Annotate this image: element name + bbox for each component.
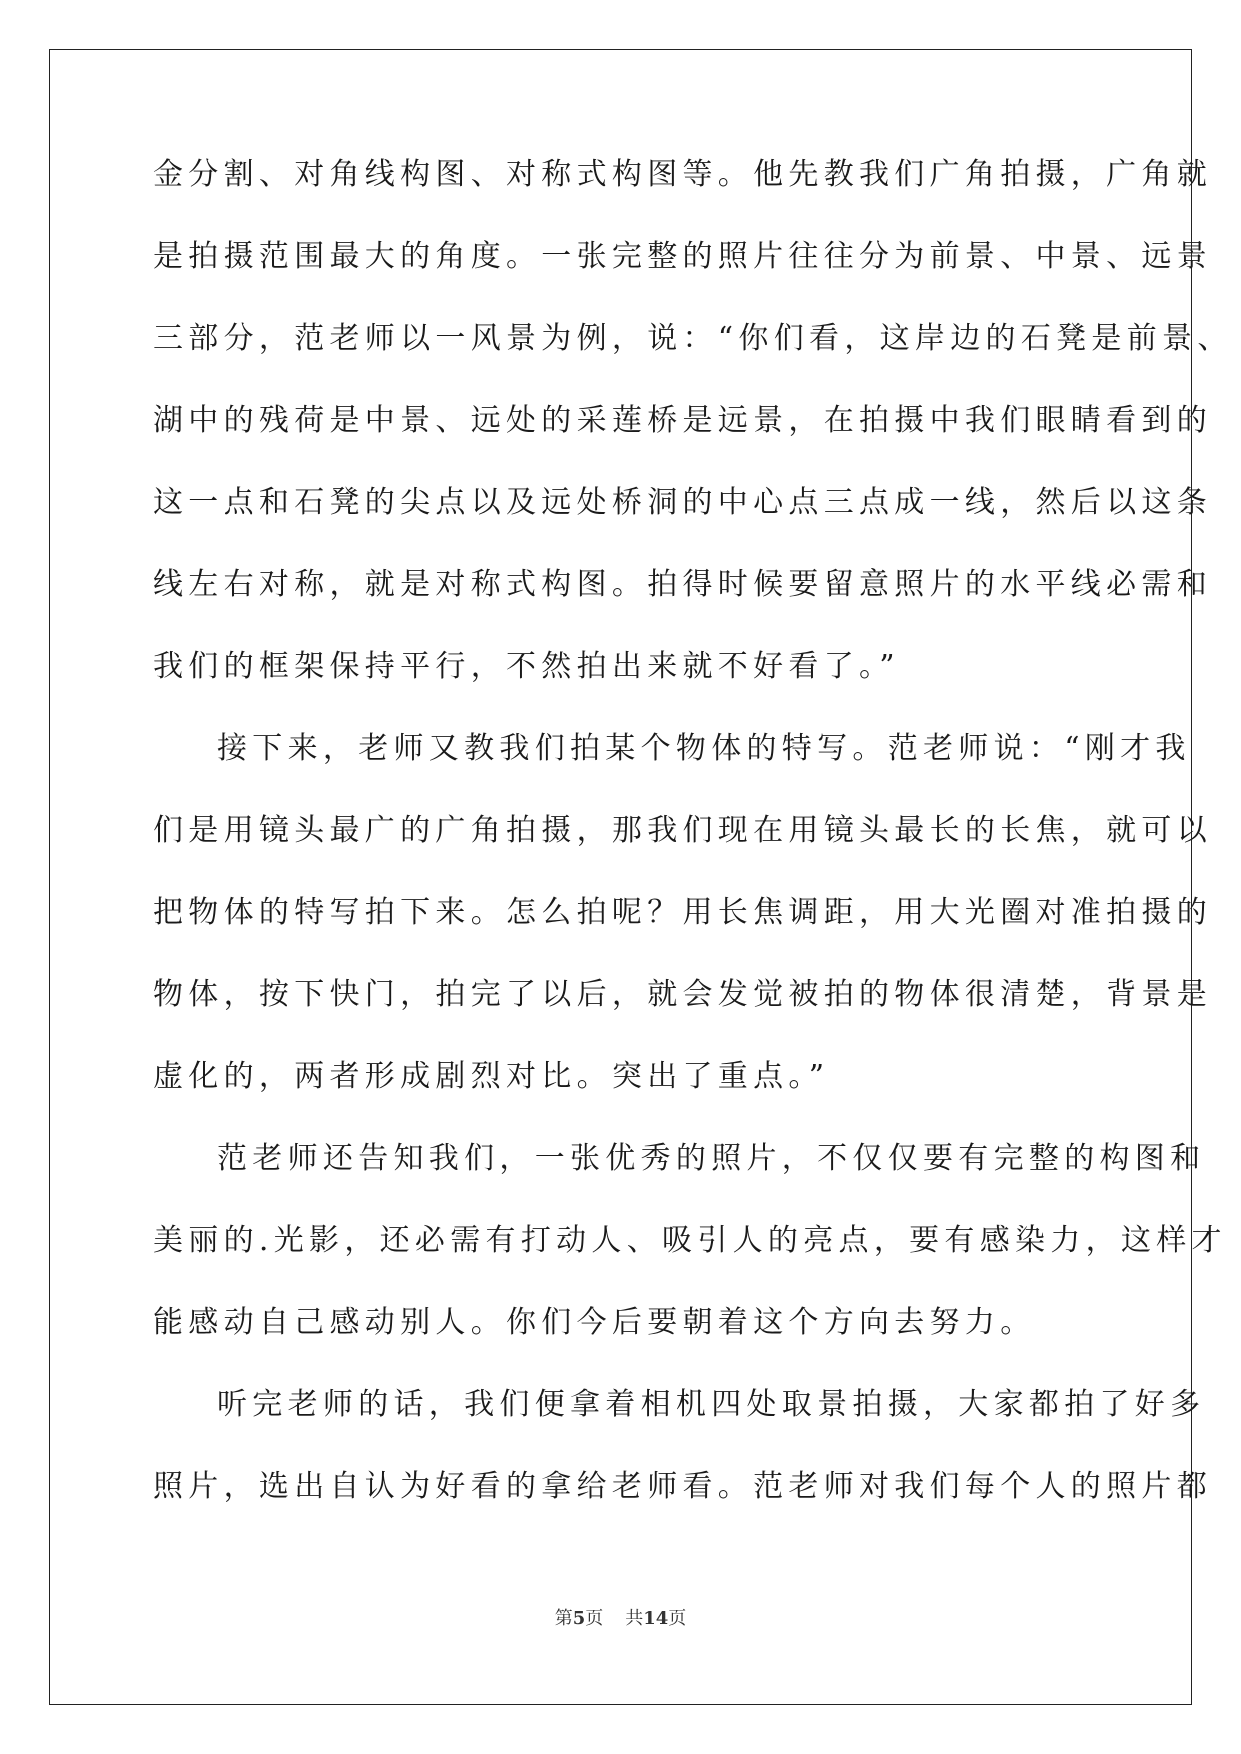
page-suffix: 页	[585, 1608, 604, 1629]
total-suffix: 页	[668, 1608, 687, 1629]
text-line: 这一点和石凳的尖点以及远处桥洞的中心点三点成一线，然后以这条	[153, 485, 1212, 520]
text-line: 物体，按下快门，拍完了以后，就会发觉被拍的物体很清楚，背景是	[153, 977, 1212, 1012]
text-line: 线左右对称，就是对称式构图。拍得时候要留意照片的水平线必需和	[153, 567, 1212, 602]
text-line: 是拍摄范围最大的角度。一张完整的照片往往分为前景、中景、远景	[153, 239, 1212, 274]
page-current: 5	[572, 1608, 586, 1629]
total-prefix: 共	[625, 1608, 644, 1629]
text-line: 们是用镜头最广的广角拍摄，那我们现在用镜头最长的长焦，就可以	[153, 813, 1212, 848]
text-line: 湖中的残荷是中景、远处的采莲桥是远景，在拍摄中我们眼睛看到的	[153, 403, 1212, 438]
page-footer	[0, 1604, 1241, 1630]
page-total: 14	[643, 1608, 669, 1629]
text-line: 我们的框架保持平行，不然拍出来就不好看了。”	[153, 649, 900, 684]
text-line: 美丽的.光影，还必需有打动人、吸引人的亮点，要有感染力，这样才	[153, 1223, 1227, 1258]
text-line: 虚化的，两者形成剧烈对比。突出了重点。”	[153, 1059, 830, 1094]
paragraph-start-line: 范老师还告知我们，一张优秀的照片，不仅仅要有完整的构图和	[217, 1141, 1206, 1176]
document-body	[153, 157, 1233, 1554]
text-line: 把物体的特写拍下来。怎么拍呢？用长焦调距，用大光圈对准拍摄的	[153, 895, 1212, 930]
text-line: 三部分，范老师以一风景为例，说：“你们看，这岸边的石凳是前景、	[153, 321, 1233, 356]
paragraph-start-line: 听完老师的话，我们便拿着相机四处取景拍摄，大家都拍了好多	[217, 1387, 1206, 1422]
page-prefix: 第	[554, 1608, 573, 1629]
paragraph-start-line: 接下来，老师又教我们拍某个物体的特写。范老师说：“刚才我	[217, 731, 1191, 766]
text-line: 金分割、对角线构图、对称式构图等。他先教我们广角拍摄，广角就	[153, 157, 1212, 192]
text-line: 照片，选出自认为好看的拿给老师看。范老师对我们每个人的照片都	[153, 1469, 1212, 1504]
text-line: 能感动自己感动别人。你们今后要朝着这个方向去努力。	[153, 1305, 1036, 1340]
